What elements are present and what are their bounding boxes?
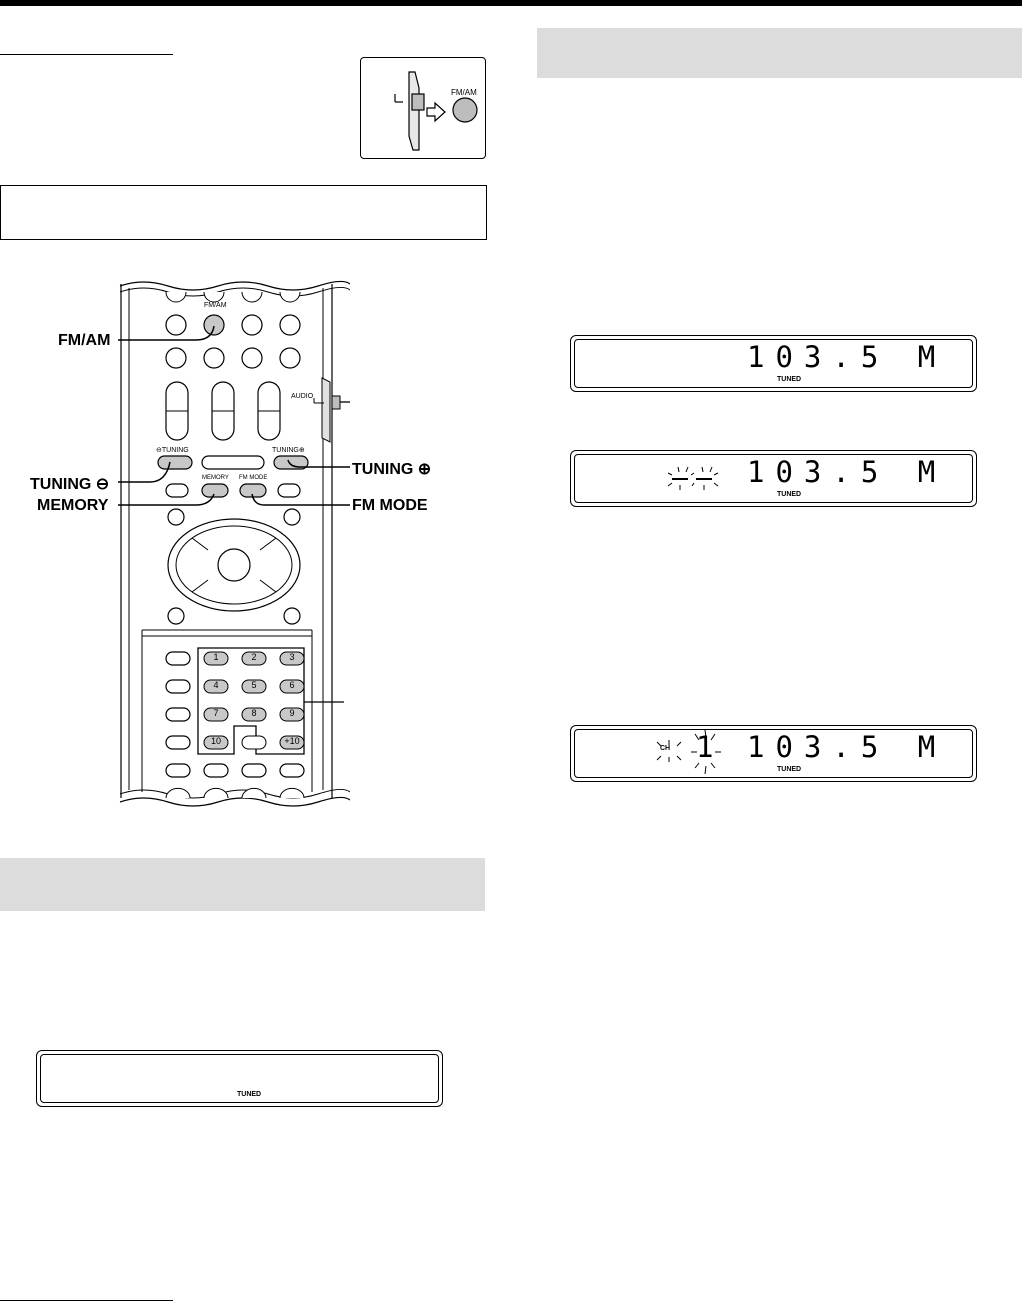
tuned-indicator: TUNED <box>777 491 802 498</box>
callout-fm-mode: FM MODE <box>352 497 428 514</box>
tuned-indicator: TUNED <box>237 1091 262 1098</box>
callout-fm-am: FM/AM <box>58 332 111 349</box>
section-header-band <box>0 858 485 911</box>
display-panel-1 <box>570 335 977 392</box>
num-key-plus10: +10 <box>284 736 300 746</box>
callout-memory: MEMORY <box>37 497 109 514</box>
channel-number: 1 <box>696 730 714 764</box>
display-frequency: 103.5 M <box>747 730 947 764</box>
num-key-7: 7 <box>213 708 219 718</box>
footer-rule <box>0 1300 173 1301</box>
num-key-2: 2 <box>251 652 257 662</box>
tuned-indicator: TUNED <box>777 766 802 773</box>
display-panel-2 <box>570 450 977 507</box>
fm-am-key-label: FM/AM <box>204 302 227 309</box>
display-frequency: 103.5 M <box>747 340 947 374</box>
num-key-6: 6 <box>289 680 295 690</box>
num-key-1: 1 <box>213 652 219 662</box>
memory-key-label: MEMORY <box>202 475 229 481</box>
num-key-5: 5 <box>251 680 257 690</box>
num-key-10: 10 <box>210 736 221 746</box>
display-panel-blank <box>36 1050 443 1107</box>
display-frequency: 103.5 M <box>747 455 947 489</box>
tuned-indicator: TUNED <box>777 376 802 383</box>
inset-fm-am-label: FM/AM <box>451 88 477 97</box>
blinking-dashes-icon <box>666 459 726 495</box>
num-key-8: 8 <box>251 708 257 718</box>
num-key-9: 9 <box>289 708 295 718</box>
tuning-minus-key-label: ⊖TUNING <box>156 447 189 454</box>
section-header-band-right <box>537 28 1022 78</box>
channel-indicator: CH <box>660 745 671 752</box>
blinking-channel-icon <box>651 728 731 776</box>
num-key-3: 3 <box>289 652 295 662</box>
tuning-plus-key-label: TUNING⊕ <box>272 447 305 454</box>
callout-tuning-plus: TUNING ⊕ <box>352 461 432 478</box>
fm-mode-key-label: FM MODE <box>239 475 268 481</box>
display-panel-3 <box>570 725 977 782</box>
num-key-4: 4 <box>213 680 219 690</box>
audio-label: AUDIO <box>291 393 314 400</box>
callout-tuning-minus: TUNING ⊖ <box>30 476 110 493</box>
